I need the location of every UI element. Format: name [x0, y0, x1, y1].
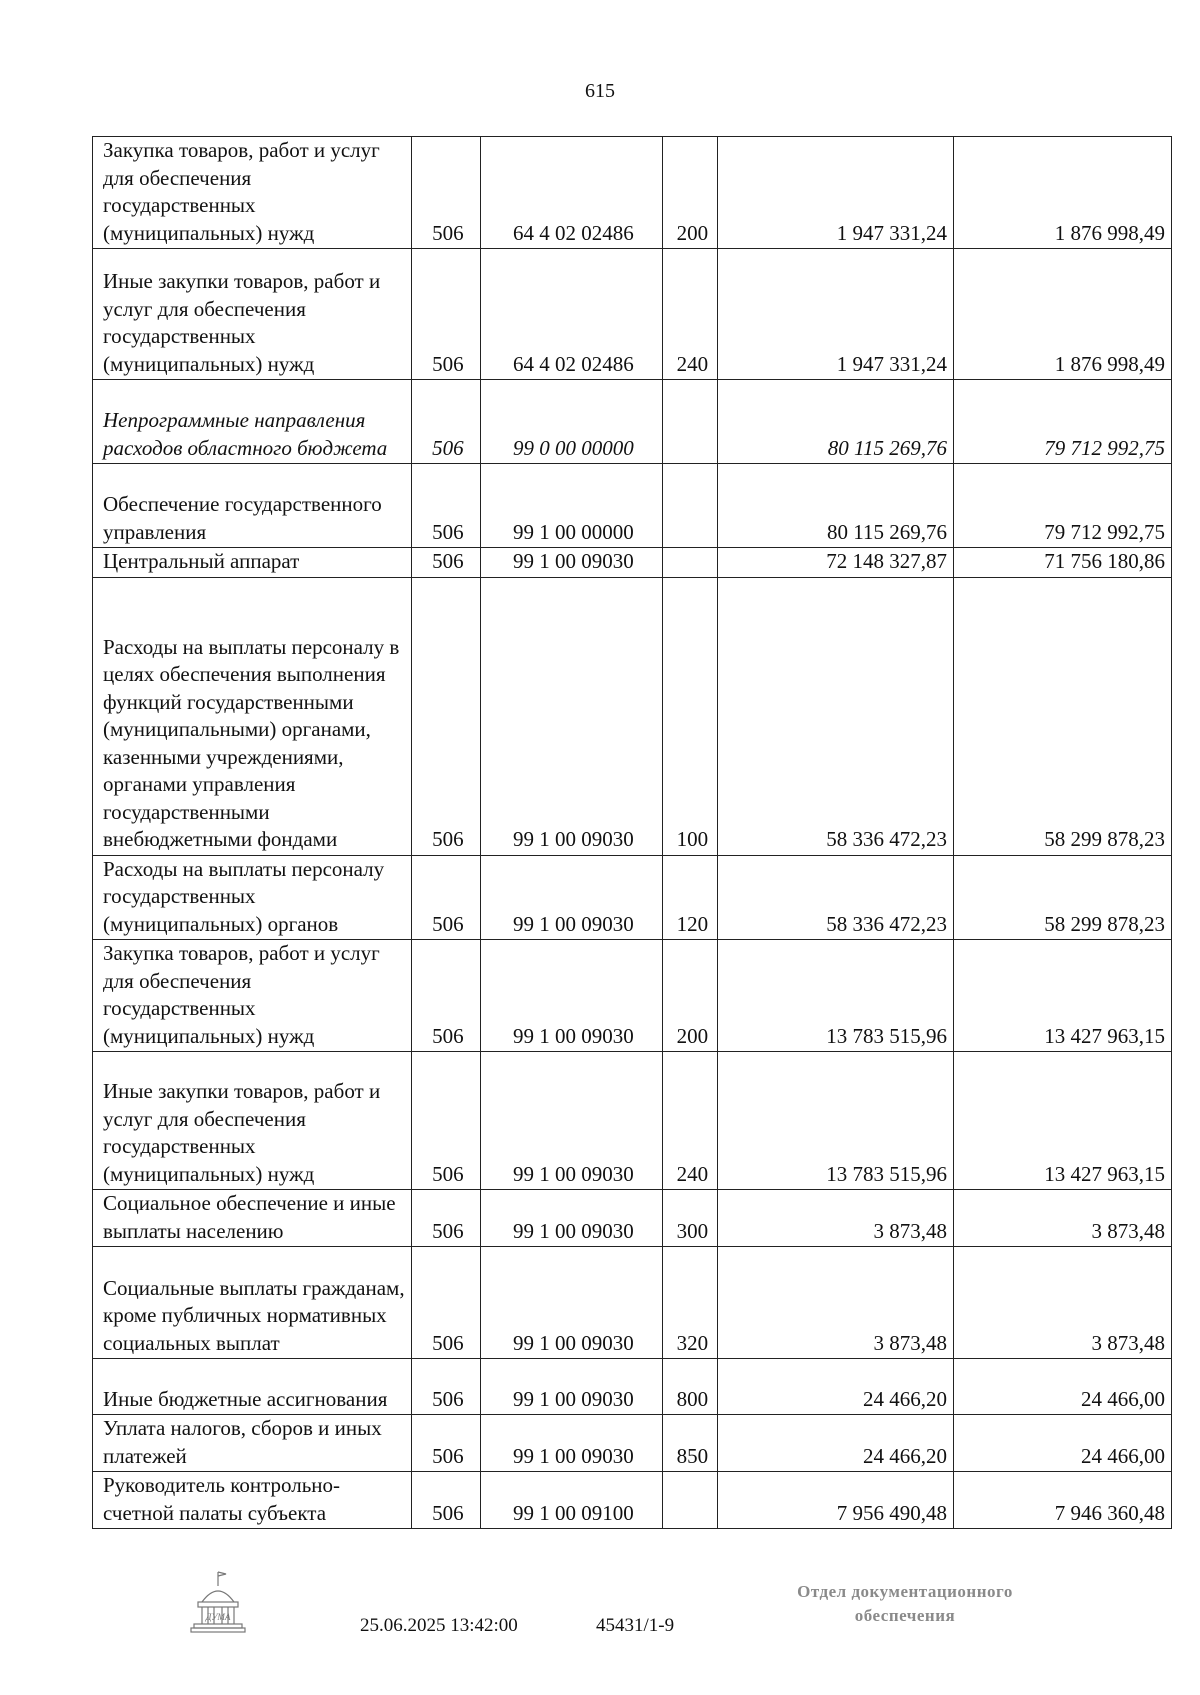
row-name: Руководитель контрольно-счетной палаты субъекта [93, 1472, 412, 1529]
row-sum-2: 7 946 360,48 [953, 1472, 1171, 1529]
row-code: 506 [412, 1472, 480, 1529]
row-sum-1: 72 148 327,87 [718, 548, 954, 578]
footer-doc-number: 45431/1-9 [596, 1615, 675, 1636]
table-row [93, 577, 1172, 855]
row-target-article: 99 1 00 00000 [480, 464, 663, 548]
row-sum-2: 3 873,48 [953, 1190, 1171, 1247]
duma-building-icon [188, 1568, 252, 1638]
row-code: 506 [412, 1190, 480, 1247]
table-row [93, 855, 1172, 940]
row-sum-2: 1 876 998,49 [953, 137, 1171, 249]
table-row [93, 1247, 1172, 1359]
row-sum-1: 1 947 331,24 [718, 249, 954, 380]
row-sum-2: 58 299 878,23 [953, 855, 1171, 940]
row-name: Иные бюджетные ассигнования [93, 1359, 412, 1415]
row-sum-2: 13 427 963,15 [953, 1052, 1171, 1190]
row-sum-1: 3 873,48 [718, 1247, 954, 1359]
row-expense-type: 200 [663, 137, 718, 249]
row-sum-2: 79 712 992,75 [953, 464, 1171, 548]
row-expense-type [663, 1472, 718, 1529]
row-expense-type: 850 [663, 1415, 718, 1472]
row-code: 506 [412, 1247, 480, 1359]
row-sum-1: 13 783 515,96 [718, 940, 954, 1052]
budget-table [92, 136, 1172, 1529]
row-expense-type: 320 [663, 1247, 718, 1359]
logo-text: ДУМА [205, 1612, 231, 1622]
row-target-article: 99 1 00 09030 [480, 548, 663, 578]
row-sum-2: 71 756 180,86 [953, 548, 1171, 578]
row-sum-2: 24 466,00 [953, 1359, 1171, 1415]
row-code: 506 [412, 855, 480, 940]
row-expense-type [663, 464, 718, 548]
row-sum-1: 1 947 331,24 [718, 137, 954, 249]
row-code: 506 [412, 577, 480, 855]
row-target-article: 64 4 02 02486 [480, 137, 663, 249]
row-expense-type [663, 380, 718, 464]
row-sum-2: 24 466,00 [953, 1415, 1171, 1472]
row-target-article: 99 1 00 09030 [480, 1190, 663, 1247]
row-code: 506 [412, 464, 480, 548]
footer-timestamp: 25.06.2025 13:42:00 [360, 1615, 518, 1636]
row-code: 506 [412, 1415, 480, 1472]
row-target-article: 99 1 00 09030 [480, 1415, 663, 1472]
department-stamp [755, 1580, 1055, 1628]
row-sum-2: 1 876 998,49 [953, 249, 1171, 380]
row-expense-type: 800 [663, 1359, 718, 1415]
row-target-article: 99 0 00 00000 [480, 380, 663, 464]
row-code: 506 [412, 548, 480, 578]
row-code: 506 [412, 380, 480, 464]
row-expense-type: 100 [663, 577, 718, 855]
row-name: Иные закупки товаров, работ и услуг для обеспечения государственных (муниципальных) нужд [93, 249, 412, 380]
row-name: Социальное обеспечение и иные выплаты населению [93, 1190, 412, 1247]
row-target-article: 64 4 02 02486 [480, 249, 663, 380]
table-row [93, 1415, 1172, 1472]
row-target-article: 99 1 00 09100 [480, 1472, 663, 1529]
row-code: 506 [412, 249, 480, 380]
row-name: Обеспечение государственного управления [93, 464, 412, 548]
row-target-article: 99 1 00 09030 [480, 1359, 663, 1415]
page-number: 615 [585, 80, 615, 102]
table-row [93, 464, 1172, 548]
row-code: 506 [412, 940, 480, 1052]
row-sum-1: 58 336 472,23 [718, 577, 954, 855]
row-name: Расходы на выплаты персоналу в целях обеспечения выполнения функций государственными (муниципальными) органами, казенными учреждениями, органами управления государственными внебюджетными фондами [93, 577, 412, 855]
row-code: 506 [412, 1359, 480, 1415]
table-row [93, 1052, 1172, 1190]
table-row [93, 1472, 1172, 1529]
table-row [93, 137, 1172, 249]
row-sum-1: 24 466,20 [718, 1359, 954, 1415]
table-row [93, 1359, 1172, 1415]
row-target-article: 99 1 00 09030 [480, 1247, 663, 1359]
row-sum-1: 7 956 490,48 [718, 1472, 954, 1529]
row-name: Уплата налогов, сборов и иных платежей [93, 1415, 412, 1472]
row-sum-1: 24 466,20 [718, 1415, 954, 1472]
row-sum-1: 80 115 269,76 [718, 380, 954, 464]
row-target-article: 99 1 00 09030 [480, 1052, 663, 1190]
row-code: 506 [412, 137, 480, 249]
stamp-line-1: Отдел документационного [797, 1582, 1013, 1601]
row-expense-type: 240 [663, 1052, 718, 1190]
row-expense-type: 200 [663, 940, 718, 1052]
row-name: Непрограммные направления расходов областного бюджета [93, 380, 412, 464]
row-name: Закупка товаров, работ и услуг для обеспечения государственных (муниципальных) нужд [93, 137, 412, 249]
table-row [93, 249, 1172, 380]
row-expense-type [663, 548, 718, 578]
row-name: Центральный аппарат [93, 548, 412, 578]
table-row [93, 548, 1172, 578]
row-sum-2: 79 712 992,75 [953, 380, 1171, 464]
table-row [93, 1190, 1172, 1247]
row-name: Закупка товаров, работ и услуг для обеспечения государственных (муниципальных) нужд [93, 940, 412, 1052]
row-name: Иные закупки товаров, работ и услуг для обеспечения государственных (муниципальных) нужд [93, 1052, 412, 1190]
row-target-article: 99 1 00 09030 [480, 577, 663, 855]
row-sum-2: 58 299 878,23 [953, 577, 1171, 855]
row-sum-2: 3 873,48 [953, 1247, 1171, 1359]
row-target-article: 99 1 00 09030 [480, 855, 663, 940]
table-row [93, 380, 1172, 464]
row-sum-1: 80 115 269,76 [718, 464, 954, 548]
row-target-article: 99 1 00 09030 [480, 940, 663, 1052]
row-expense-type: 240 [663, 249, 718, 380]
row-sum-1: 13 783 515,96 [718, 1052, 954, 1190]
stamp-line-2: обеспечения [854, 1606, 956, 1625]
row-expense-type: 300 [663, 1190, 718, 1247]
row-expense-type: 120 [663, 855, 718, 940]
table-row [93, 940, 1172, 1052]
row-code: 506 [412, 1052, 480, 1190]
row-name: Социальные выплаты гражданам, кроме публичных нормативных социальных выплат [93, 1247, 412, 1359]
row-sum-1: 58 336 472,23 [718, 855, 954, 940]
row-sum-2: 13 427 963,15 [953, 940, 1171, 1052]
row-sum-1: 3 873,48 [718, 1190, 954, 1247]
row-name: Расходы на выплаты персоналу государственных (муниципальных) органов [93, 855, 412, 940]
